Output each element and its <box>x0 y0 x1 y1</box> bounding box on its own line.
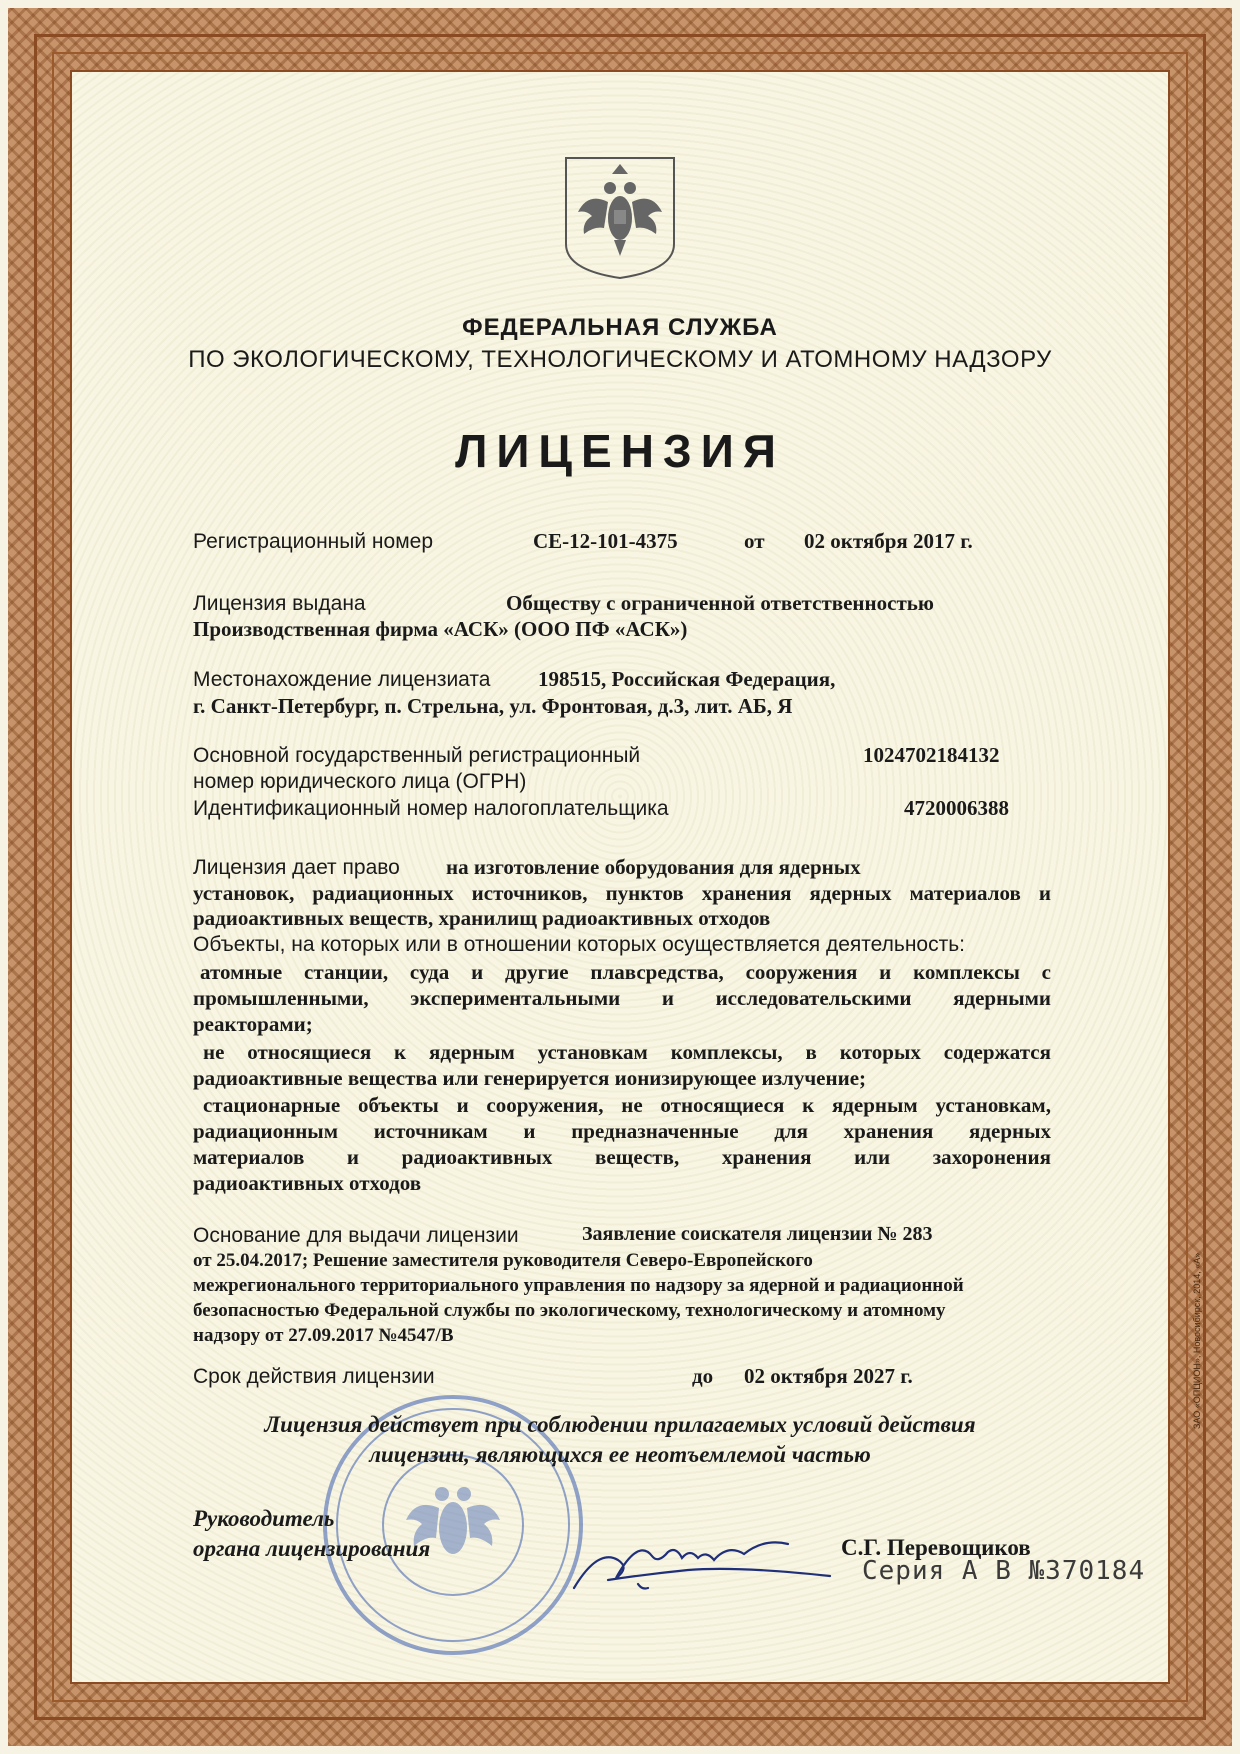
registration-from: от <box>744 529 765 553</box>
basis-line2: от 25.04.2017; Решение заместителя руководителя Северо-Европейского <box>193 1250 813 1271</box>
rights-line1: на изготовление оборудования для ядерных <box>446 855 861 879</box>
document-title: ЛИЦЕНЗИЯ <box>455 425 785 477</box>
validity-until: до <box>692 1364 714 1388</box>
agency-name-line2: ПО ЭКОЛОГИЧЕСКОМУ, ТЕХНОЛОГИЧЕСКОМУ И АТОМНОМУ НАДЗОРУ <box>188 346 1052 373</box>
objects-p2-line2: радиоактивные вещества или генерируется ионизирующее излучение; <box>193 1066 867 1090</box>
coat-of-arms-emblem <box>558 152 682 282</box>
inn-value: 4720006388 <box>904 796 1009 820</box>
validity-conditions-note-line2: лицензии, являющихся ее неотъемлемой частью <box>369 1442 871 1467</box>
objects-p1-line1: атомные станции, суда и другие плавсредства, сооружения и комплексы с <box>200 960 1051 984</box>
ogrn-value: 1024702184132 <box>863 743 1000 767</box>
basis-line4: безопасностью Федеральной службы по экологическому, технологическому и атомному <box>193 1300 946 1321</box>
signatory-role-line1: Руководитель <box>193 1506 335 1531</box>
printer-imprint: ЗАО «ОПЦИОН», Новосибирск, 2014, «А» <box>1192 1252 1202 1429</box>
handwritten-signature <box>568 1518 838 1608</box>
agency-name-line1: ФЕДЕРАЛЬНАЯ СЛУЖБА <box>462 314 778 341</box>
validity-date: 02 октября 2027 г. <box>744 1364 913 1388</box>
objects-label: Объекты, на которых или в отношении которых осуществляется деятельность: <box>193 933 965 956</box>
rights-line2: установок, радиационных источников, пунктов хранения ядерных материалов и <box>193 881 1051 905</box>
rights-label: Лицензия дает право <box>193 856 400 879</box>
validity-conditions-note-line1: Лицензия действует при соблюдении прилагаемых условий действия <box>264 1412 976 1437</box>
location-label: Местонахождение лицензиата <box>193 668 491 691</box>
basis-line3: межрегионального территориального управления по надзору за ядерной и радиационной <box>193 1275 964 1296</box>
objects-p3-line3: материалов и радиоактивных веществ, хранения или захоронения <box>193 1145 1051 1169</box>
issued-to-line1: Обществу с ограниченной ответственностью <box>506 591 934 615</box>
signatory-name: С.Г. Перевощиков <box>841 1535 1031 1560</box>
serial-number: Серия А В №370184 <box>862 1556 1146 1586</box>
registration-date: 02 октября 2017 г. <box>804 529 973 553</box>
signatory-role-line2: органа лицензирования <box>193 1536 431 1561</box>
ogrn-label-line1: Основной государственный регистрационный <box>193 744 641 767</box>
basis-line5: надзору от 27.09.2017 №4547/В <box>193 1325 454 1346</box>
objects-p2-line1: не относящиеся к ядерным установкам комплексы, в которых содержатся <box>203 1040 1051 1064</box>
validity-label: Срок действия лицензии <box>193 1365 435 1388</box>
objects-p1-line2: промышленными, экспериментальными и исследовательскими ядерными <box>193 986 1051 1010</box>
objects-p3-line2: радиационным источникам и предназначенные для хранения ядерных <box>193 1119 1051 1143</box>
issued-to-label: Лицензия выдана <box>193 592 366 615</box>
ogrn-label-line2: номер юридического лица (ОГРН) <box>193 770 527 793</box>
basis-line1: Заявление соискателя лицензии № 283 <box>582 1223 933 1245</box>
inn-label: Идентификационный номер налогоплательщика <box>193 797 669 820</box>
issued-to-line2: Производственная фирма «АСК» (ООО ПФ «АСК») <box>193 617 688 641</box>
location-line1: 198515, Российская Федерация, <box>538 667 836 691</box>
objects-p3-line4: радиоактивных отходов <box>193 1171 422 1195</box>
location-line2: г. Санкт-Петербург, п. Стрельна, ул. Фронтовая, д.3, лит. АБ, Я <box>193 694 793 718</box>
objects-p1-line3: реакторами; <box>193 1012 313 1036</box>
rights-line3: радиоактивных веществ, хранилищ радиоактивных отходов <box>193 906 771 930</box>
basis-label: Основание для выдачи лицензии <box>193 1224 519 1247</box>
registration-label: Регистрационный номер <box>193 530 433 553</box>
registration-number: СЕ-12-101-4375 <box>533 529 678 553</box>
objects-p3-line1: стационарные объекты и сооружения, не относящиеся к ядерным установкам, <box>203 1093 1051 1117</box>
